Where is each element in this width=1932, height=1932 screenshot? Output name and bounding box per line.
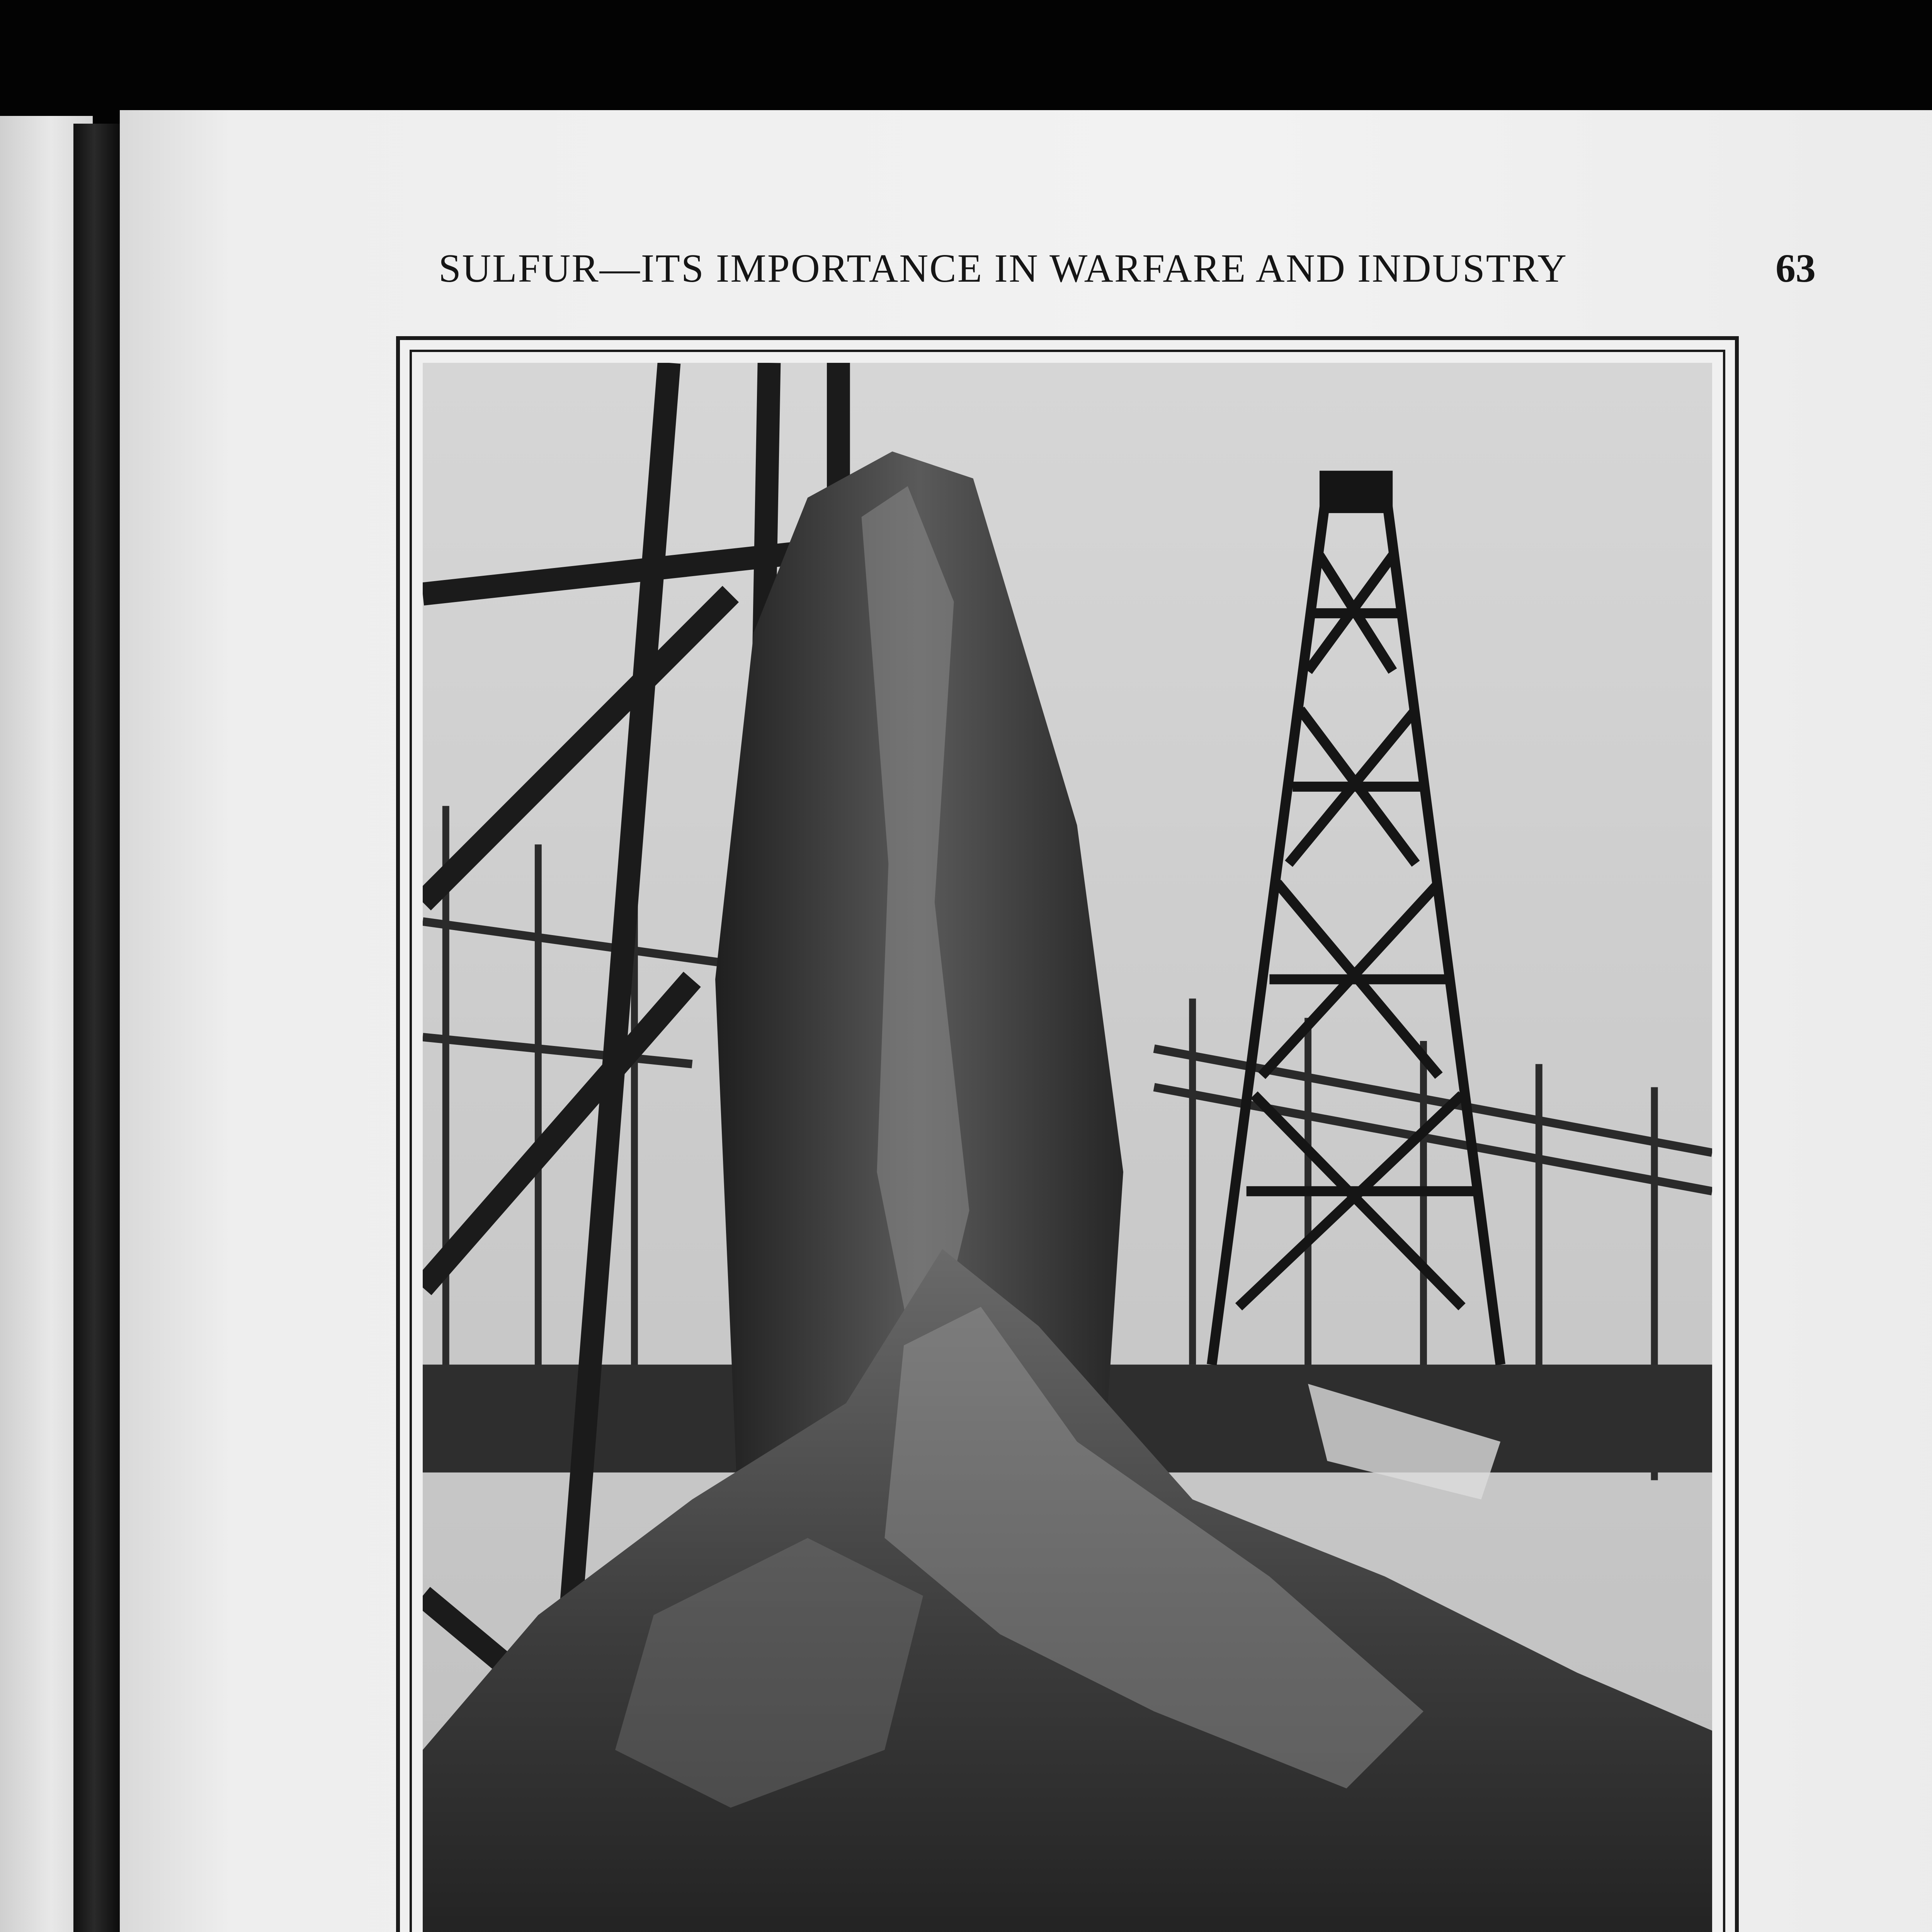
photo-frame (410, 350, 1725, 1932)
running-title: SULFUR—ITS IMPORTANCE IN WARFARE AND INDUSTRY (439, 246, 1568, 291)
page-number: 63 (1776, 246, 1816, 291)
book-page (120, 110, 1932, 1932)
photograph-illustration (423, 363, 1712, 1932)
photograph-molten-sulfur-mound (423, 363, 1712, 1932)
book-binding (73, 124, 120, 1932)
photo-plate (396, 336, 1739, 1932)
